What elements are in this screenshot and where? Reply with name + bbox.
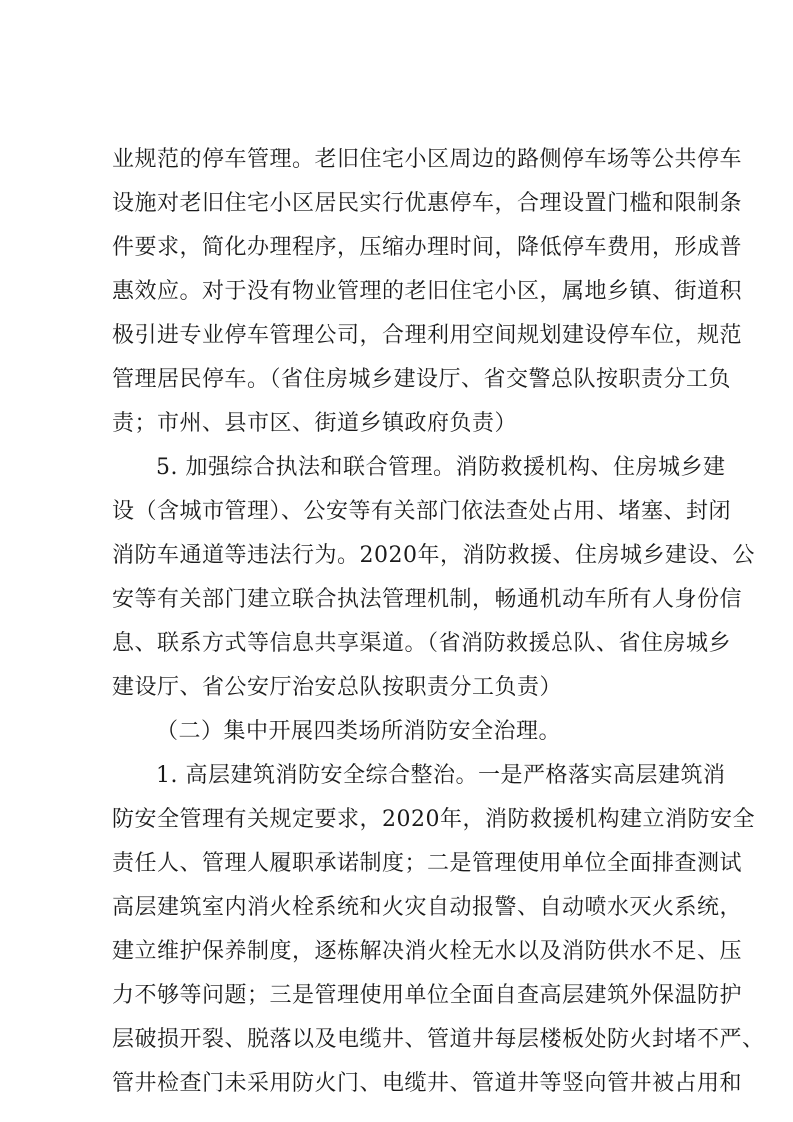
- body-line: 责任人、管理人履职承诺制度；二是管理使用单位全面排查测试: [112, 851, 743, 876]
- body-line: 建设厅、省公安厅治安总队按职责分工负责）: [112, 675, 563, 700]
- body-line: 设施对老旧住宅小区居民实行优惠停车，合理设置门槛和限制条: [112, 191, 743, 216]
- body-line: 消防车通道等违法行为。2020年，消防救援、住房城乡建设、公: [112, 543, 755, 568]
- body-line: 息、联系方式等信息共享渠道。（省消防救援总队、省住房城乡: [112, 631, 732, 656]
- body-line: 设（含城市管理）、公安等有关部门依法查处占用、堵塞、封闭: [112, 499, 732, 524]
- body-line: 管井检查门未采用防火门、电缆井、管道井等竖向管井被占用和: [112, 1071, 743, 1096]
- section-heading: （二）集中开展四类场所消防安全治理。: [156, 719, 562, 744]
- body-line: 力不够等问题；三是管理使用单位全面自查高层建筑外保温防护: [112, 983, 743, 1008]
- body-line: 极引进专业停车管理公司，合理利用空间规划建设停车位，规范: [112, 323, 743, 348]
- body-line: 层破损开裂、脱落以及电缆井、管道井每层楼板处防火封堵不严、: [112, 1027, 765, 1052]
- body-line: 业规范的停车管理。老旧住宅小区周边的路侧停车场等公共停车: [112, 147, 743, 172]
- body-line: 安等有关部门建立联合执法管理机制，畅通机动车所有人身份信: [112, 587, 743, 612]
- body-line: 建立维护保养制度，逐栋解决消火栓无水以及消防供水不足、压: [112, 939, 743, 964]
- body-line: 高层建筑室内消火栓系统和火灾自动报警、自动喷水灭火系统，: [112, 895, 743, 920]
- paragraph-heading-line: 5. 加强综合执法和联合管理。消防救援机构、住房城乡建: [156, 455, 726, 480]
- body-line: 责；市州、县市区、街道乡镇政府负责）: [112, 411, 518, 436]
- body-line: 惠效应。对于没有物业管理的老旧住宅小区，属地乡镇、街道积: [112, 279, 743, 304]
- body-line: 管理居民停车。（省住房城乡建设厅、省交警总队按职责分工负: [112, 367, 732, 392]
- body-line: 防安全管理有关规定要求，2020年，消防救援机构建立消防安全: [112, 807, 755, 832]
- paragraph-heading-line: 1. 高层建筑消防安全综合整治。一是严格落实高层建筑消: [156, 763, 726, 788]
- body-line: 件要求，简化办理程序，压缩办理时间，降低停车费用，形成普: [112, 235, 743, 260]
